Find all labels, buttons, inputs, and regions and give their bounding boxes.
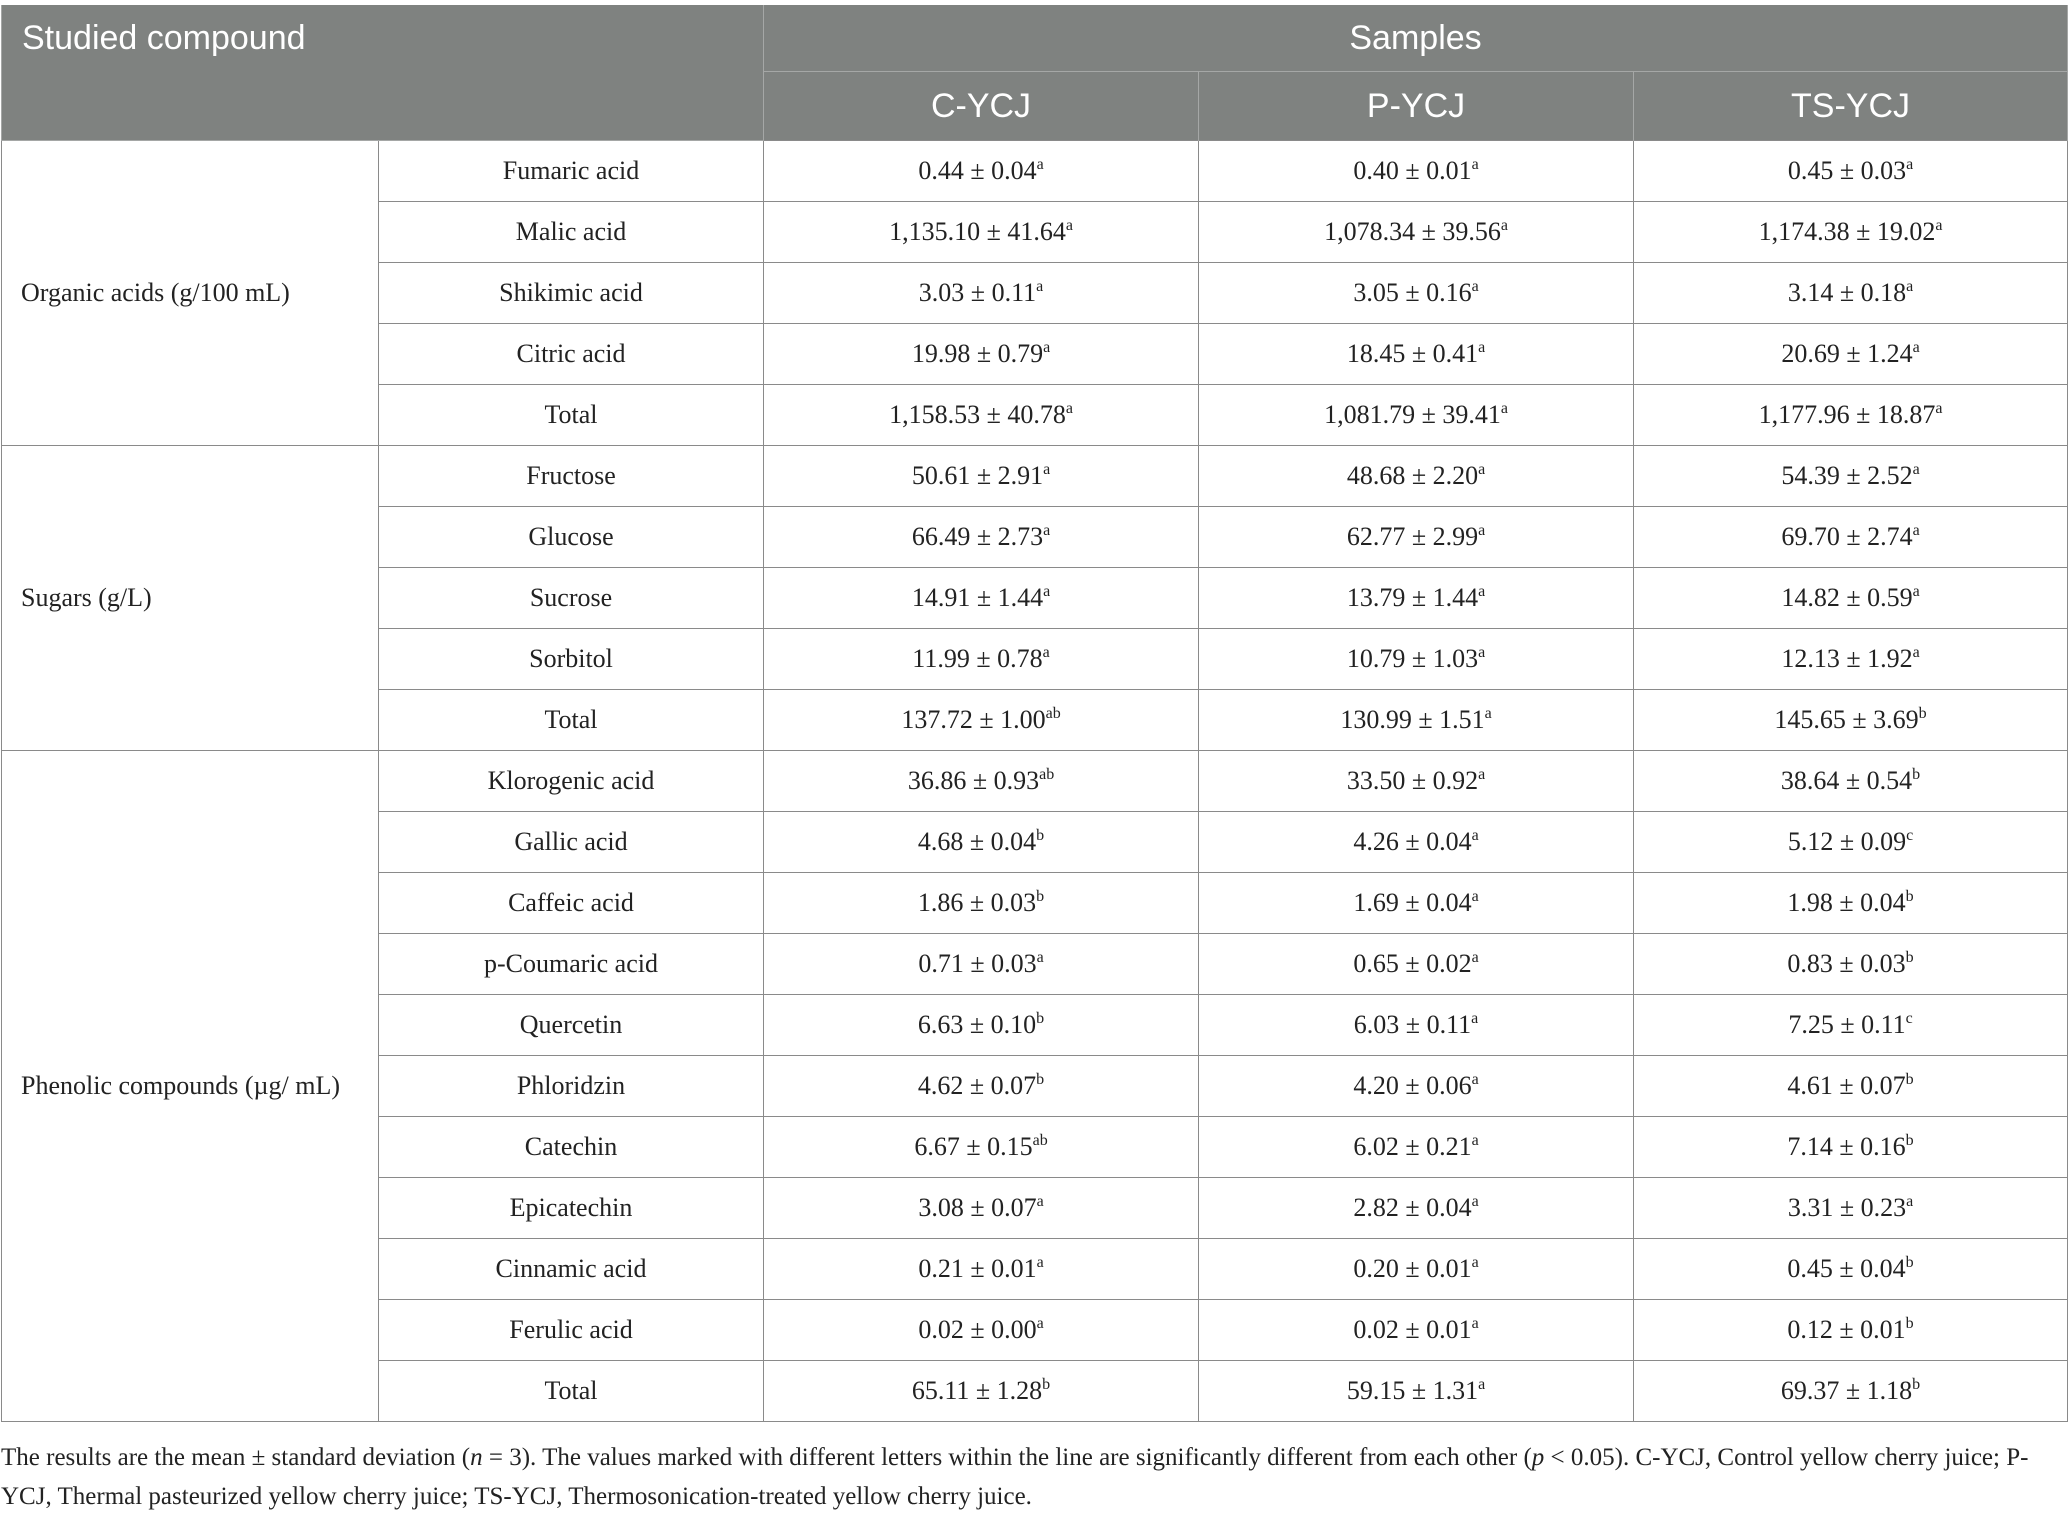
significance-letter: a [1471, 1071, 1479, 1088]
value-cell [1199, 812, 1634, 873]
value-text: 0.21 ± 0.01 [918, 1254, 1037, 1283]
significance-letter: b [1905, 949, 1914, 966]
value-text: 1,177.96 ± 18.87 [1758, 400, 1936, 429]
value-text: 10.79 ± 1.03 [1346, 644, 1479, 673]
significance-letter: c [1905, 1010, 1913, 1027]
value-text: 6.03 ± 0.11 [1353, 1010, 1472, 1039]
significance-letter: a [1036, 1315, 1044, 1332]
value-cell [1199, 873, 1634, 934]
significance-letter: b [1905, 1315, 1914, 1332]
value-text: 1,174.38 ± 19.02 [1758, 217, 1936, 246]
value-cell [1634, 1300, 2068, 1361]
compound-name: Sorbitol [379, 629, 764, 690]
compound-name: Klorogenic acid [379, 751, 764, 812]
value-text: 36.86 ± 0.93 [907, 766, 1040, 795]
significance-letter: a [1906, 1193, 1914, 1210]
table-row [2, 141, 2068, 202]
compound-name: Caffeic acid [379, 873, 764, 934]
value-text: 0.40 ± 0.01 [1353, 156, 1472, 185]
value-cell [764, 1056, 1199, 1117]
significance-letter: a [1478, 583, 1486, 600]
value-text: 4.68 ± 0.04 [917, 827, 1037, 856]
value-text: 3.08 ± 0.07 [918, 1193, 1037, 1222]
value-text: 3.05 ± 0.16 [1353, 278, 1472, 307]
significance-letter: a [1500, 217, 1508, 234]
value-text: 1,081.79 ± 39.41 [1324, 400, 1501, 429]
value-cell [764, 1117, 1199, 1178]
value-text: 145.65 ± 3.69 [1774, 705, 1919, 734]
value-text: 130.99 ± 1.51 [1340, 705, 1485, 734]
footnote-p-variable: p [1531, 1444, 1545, 1471]
value-cell [1634, 1361, 2068, 1422]
value-cell [764, 690, 1199, 751]
value-cell [1199, 1056, 1634, 1117]
value-text: 0.20 ± 0.01 [1353, 1254, 1472, 1283]
significance-letter: b [1918, 705, 1927, 722]
significance-letter: b [1905, 1254, 1914, 1271]
value-text: 66.49 ± 2.73 [911, 522, 1044, 551]
value-cell [1634, 690, 2068, 751]
significance-letter: a [1500, 400, 1508, 417]
value-cell [1199, 690, 1634, 751]
value-text: 11.99 ± 0.78 [912, 644, 1043, 673]
value-cell [764, 812, 1199, 873]
significance-letter: a [1906, 278, 1914, 295]
compound-name: Gallic acid [379, 812, 764, 873]
compound-name: Epicatechin [379, 1178, 764, 1239]
significance-letter: a [1471, 949, 1479, 966]
significance-letter: a [1471, 1010, 1479, 1027]
value-cell [764, 202, 1199, 263]
value-text: 33.50 ± 0.92 [1346, 766, 1479, 795]
significance-letter: a [1471, 1254, 1479, 1271]
compound-name: Catechin [379, 1117, 764, 1178]
value-text: 0.02 ± 0.01 [1353, 1315, 1472, 1344]
value-cell [1634, 324, 2068, 385]
significance-letter: a [1471, 1132, 1479, 1149]
significance-letter: a [1043, 339, 1051, 356]
value-text: 69.70 ± 2.74 [1781, 522, 1913, 551]
value-text: 54.39 ± 2.52 [1781, 461, 1913, 490]
value-cell [1199, 934, 1634, 995]
value-cell [764, 934, 1199, 995]
value-cell [1634, 446, 2068, 507]
significance-letter: b [1905, 1132, 1914, 1149]
value-cell [764, 324, 1199, 385]
value-text: 3.31 ± 0.23 [1787, 1193, 1907, 1222]
significance-letter: a [1042, 644, 1050, 661]
value-text: 13.79 ± 1.44 [1346, 583, 1479, 612]
value-text: 4.62 ± 0.07 [917, 1071, 1037, 1100]
value-text: 1.98 ± 0.04 [1787, 888, 1906, 917]
value-cell [1634, 568, 2068, 629]
value-cell [764, 385, 1199, 446]
value-cell [764, 263, 1199, 324]
compound-name: Glucose [379, 507, 764, 568]
value-cell [1199, 507, 1634, 568]
value-text: 0.83 ± 0.03 [1787, 949, 1906, 978]
value-cell [1199, 568, 1634, 629]
value-cell [1199, 324, 1634, 385]
value-text: 7.25 ± 0.11 [1788, 1010, 1906, 1039]
value-cell [764, 1300, 1199, 1361]
value-text: 0.45 ± 0.03 [1787, 156, 1907, 185]
value-text: 4.61 ± 0.07 [1787, 1071, 1906, 1100]
value-cell [1199, 751, 1634, 812]
value-text: 12.13 ± 1.92 [1781, 644, 1913, 673]
value-text: 1,158.53 ± 40.78 [889, 400, 1066, 429]
footnote-part-1: The results are the mean ± standard deviation ( [1, 1444, 471, 1471]
significance-letter: a [1935, 400, 1943, 417]
compound-name: Citric acid [379, 324, 764, 385]
value-cell [764, 1361, 1199, 1422]
compound-name: Cinnamic acid [379, 1239, 764, 1300]
significance-letter: b [1036, 1071, 1045, 1088]
value-cell [1199, 1300, 1634, 1361]
significance-letter: a [1036, 1193, 1044, 1210]
value-cell [1199, 202, 1634, 263]
compound-name: Ferulic acid [379, 1300, 764, 1361]
value-cell [764, 507, 1199, 568]
significance-letter: b [1036, 888, 1045, 905]
value-text: 0.45 ± 0.04 [1787, 1254, 1906, 1283]
significance-letter: b [1912, 1376, 1921, 1393]
value-cell [1634, 1178, 2068, 1239]
significance-letter: a [1036, 949, 1044, 966]
compound-name: Quercetin [379, 995, 764, 1056]
footnote-part-3: < 0.05). C-YCJ, Control yellow cherry juice; P-YCJ, Thermal pasteurized yellow cherry juice; TS-YCJ, Thermosonication-treated yellow cherry juice. [1, 1444, 2029, 1510]
compound-name: Total [379, 690, 764, 751]
significance-letter: a [1471, 156, 1479, 173]
significance-letter: b [1905, 888, 1914, 905]
value-text: 18.45 ± 0.41 [1346, 339, 1479, 368]
value-cell [1199, 1117, 1634, 1178]
value-text: 1.86 ± 0.03 [917, 888, 1037, 917]
samples-header: Samples [764, 5, 2068, 72]
value-cell [1199, 446, 1634, 507]
significance-letter: a [1912, 522, 1920, 539]
value-cell [1199, 1178, 1634, 1239]
value-text: 20.69 ± 1.24 [1781, 339, 1913, 368]
value-cell [764, 751, 1199, 812]
group-label: Organic acids (g/100 mL) [2, 141, 379, 446]
significance-letter: a [1036, 1254, 1044, 1271]
value-cell [1634, 1117, 2068, 1178]
value-text: 1,135.10 ± 41.64 [889, 217, 1066, 246]
compound-name: Total [379, 1361, 764, 1422]
value-text: 59.15 ± 1.31 [1346, 1376, 1479, 1405]
value-text: 137.72 ± 1.00 [901, 705, 1046, 734]
value-cell [764, 995, 1199, 1056]
compound-name: p-Coumaric acid [379, 934, 764, 995]
value-text: 0.65 ± 0.02 [1353, 949, 1472, 978]
significance-letter: a [1906, 156, 1914, 173]
value-text: 48.68 ± 2.20 [1346, 461, 1479, 490]
value-text: 5.12 ± 0.09 [1787, 827, 1907, 856]
significance-letter: a [1935, 217, 1943, 234]
significance-letter: a [1478, 644, 1486, 661]
value-cell [1199, 1239, 1634, 1300]
value-cell [764, 873, 1199, 934]
footnote-part-2: = 3). The values marked with different letters within the line are significantly different from each other ( [482, 1444, 1532, 1471]
significance-letter: ab [1039, 766, 1055, 783]
value-cell [1634, 629, 2068, 690]
value-cell [1634, 812, 2068, 873]
value-text: 69.37 ± 1.18 [1780, 1376, 1913, 1405]
group-label: Sugars (g/L) [2, 446, 379, 751]
value-cell [1199, 263, 1634, 324]
value-text: 4.26 ± 0.04 [1353, 827, 1472, 856]
compound-name: Fumaric acid [379, 141, 764, 202]
compound-name: Shikimic acid [379, 263, 764, 324]
value-cell [1199, 385, 1634, 446]
value-text: 14.82 ± 0.59 [1781, 583, 1913, 612]
value-cell [1199, 141, 1634, 202]
compound-name: Phloridzin [379, 1056, 764, 1117]
value-cell [1634, 934, 2068, 995]
value-cell [1199, 629, 1634, 690]
value-text: 0.44 ± 0.04 [918, 156, 1037, 185]
value-text: 6.02 ± 0.21 [1353, 1132, 1472, 1161]
value-cell [1199, 995, 1634, 1056]
value-text: 62.77 ± 2.99 [1346, 522, 1479, 551]
significance-letter: a [1478, 766, 1486, 783]
significance-letter: a [1043, 522, 1051, 539]
studied-compound-header: Studied compound [2, 5, 764, 141]
value-text: 6.63 ± 0.10 [917, 1010, 1037, 1039]
value-cell [1634, 507, 2068, 568]
value-text: 65.11 ± 1.28 [911, 1376, 1043, 1405]
significance-letter: a [1065, 400, 1073, 417]
column-header-ts-ycj: TS-YCJ [1634, 72, 2068, 141]
value-text: 0.12 ± 0.01 [1787, 1315, 1906, 1344]
value-cell [1634, 1056, 2068, 1117]
significance-letter: b [1042, 1376, 1051, 1393]
value-text: 1.69 ± 0.04 [1353, 888, 1472, 917]
significance-letter: a [1065, 217, 1073, 234]
value-cell [1634, 141, 2068, 202]
significance-letter: a [1471, 888, 1479, 905]
significance-letter: a [1036, 278, 1044, 295]
value-cell [1634, 873, 2068, 934]
significance-letter: a [1043, 461, 1051, 478]
compound-table [1, 5, 2068, 1422]
value-text: 7.14 ± 0.16 [1787, 1132, 1906, 1161]
value-text: 19.98 ± 0.79 [911, 339, 1044, 368]
significance-letter: a [1478, 522, 1486, 539]
compound-name: Sucrose [379, 568, 764, 629]
value-text: 38.64 ± 0.54 [1780, 766, 1913, 795]
significance-letter: a [1036, 156, 1044, 173]
table-footnote [1, 1438, 2051, 1516]
significance-letter: a [1912, 461, 1920, 478]
value-cell [1634, 263, 2068, 324]
value-cell [764, 629, 1199, 690]
significance-letter: a [1471, 1315, 1479, 1332]
significance-letter: ab [1045, 705, 1061, 722]
significance-letter: a [1471, 1193, 1479, 1210]
significance-letter: c [1906, 827, 1914, 844]
column-header-p-ycj: P-YCJ [1199, 72, 1634, 141]
significance-letter: a [1912, 644, 1920, 661]
value-text: 1,078.34 ± 39.56 [1324, 217, 1501, 246]
value-text: 4.20 ± 0.06 [1353, 1071, 1472, 1100]
significance-letter: b [1036, 827, 1045, 844]
value-text: 3.14 ± 0.18 [1787, 278, 1907, 307]
value-text: 50.61 ± 2.91 [911, 461, 1044, 490]
significance-letter: a [1478, 339, 1486, 356]
value-text: 0.71 ± 0.03 [918, 949, 1037, 978]
value-cell [764, 1239, 1199, 1300]
significance-letter: a [1484, 705, 1492, 722]
table-header [2, 5, 2068, 141]
significance-letter: a [1912, 583, 1920, 600]
significance-letter: a [1912, 339, 1920, 356]
value-cell [764, 568, 1199, 629]
compound-name: Malic acid [379, 202, 764, 263]
value-cell [764, 446, 1199, 507]
value-text: 0.02 ± 0.00 [918, 1315, 1037, 1344]
table-row [2, 446, 2068, 507]
value-text: 3.03 ± 0.11 [918, 278, 1037, 307]
value-cell [1634, 202, 2068, 263]
value-cell [1199, 1361, 1634, 1422]
significance-letter: ab [1032, 1132, 1048, 1149]
compound-name: Fructose [379, 446, 764, 507]
value-cell [1634, 751, 2068, 812]
significance-letter: b [1912, 766, 1921, 783]
significance-letter: a [1471, 827, 1479, 844]
compound-name: Total [379, 385, 764, 446]
value-cell [1634, 995, 2068, 1056]
value-cell [764, 1178, 1199, 1239]
value-cell [1634, 1239, 2068, 1300]
group-label: Phenolic compounds (µg/ mL) [2, 751, 379, 1422]
table-body [2, 141, 2068, 1422]
value-text: 2.82 ± 0.04 [1353, 1193, 1472, 1222]
footnote-n-variable: n [470, 1444, 483, 1471]
significance-letter: a [1471, 278, 1479, 295]
value-text: 6.67 ± 0.15 [914, 1132, 1033, 1161]
significance-letter: b [1905, 1071, 1914, 1088]
significance-letter: a [1043, 583, 1051, 600]
significance-letter: a [1478, 1376, 1486, 1393]
column-header-c-ycj: C-YCJ [764, 72, 1199, 141]
value-cell [1634, 385, 2068, 446]
value-text: 14.91 ± 1.44 [911, 583, 1044, 612]
significance-letter: a [1478, 461, 1486, 478]
significance-letter: b [1036, 1010, 1045, 1027]
value-cell [764, 141, 1199, 202]
table-row [2, 751, 2068, 812]
